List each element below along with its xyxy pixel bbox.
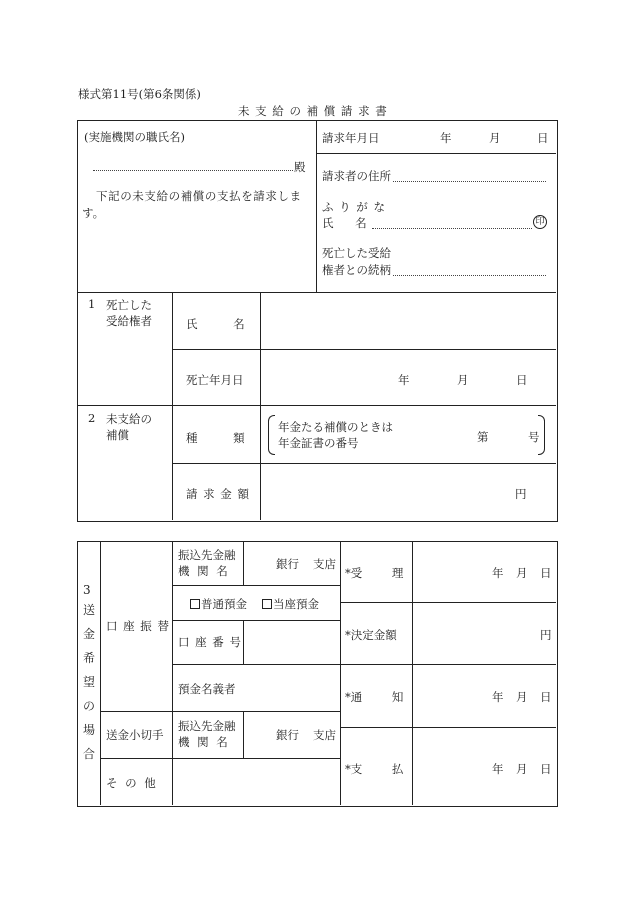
request-date-label: 請求年月日 [322,131,380,145]
col-divider [243,620,244,664]
vertical-char: 希 [82,651,95,665]
section2-heading-cont: 補償 [106,428,129,442]
compensation-type-label: 種 類 [186,431,245,445]
month-label: 月 [489,131,501,145]
vertical-char: 望 [82,675,95,689]
death-month: 月 [457,373,469,387]
section-divider [77,292,556,293]
row-divider [172,620,340,621]
received-day: 日 [540,566,552,580]
notice-day: 日 [540,690,552,704]
section3-number: 3 [83,583,91,597]
ordinary-deposit-label: 普通預金 [201,597,247,611]
received-year: 年 [492,566,504,580]
pension-note-cont: 年金証書の番号 [278,436,359,450]
request-text-cont: す。 [82,206,105,220]
col-divider [412,541,413,805]
page-title: 未 支 給 の 補 償 請 求 書 [238,104,388,118]
account-number-label: 口 座 番 号 [178,635,242,649]
section1-heading: 死亡した [106,298,152,312]
col-divider [340,541,341,805]
row-divider [172,664,340,665]
notice-label: *通 知 [345,690,404,704]
address-field[interactable] [393,181,546,182]
section1-heading-cont: 受給権者 [106,314,152,328]
row-divider [172,463,556,464]
claim-amount-label: 請 求 金 額 [186,487,250,501]
payment-day: 日 [540,762,552,776]
section3-vertical-label [82,598,96,766]
section2-heading: 未支給の [106,412,152,426]
col-divider [243,711,244,758]
bank-name-label-cont: 機 関 名 [178,564,230,578]
upper-divider [316,120,317,292]
year-label: 年 [440,131,452,145]
pension-note: 年金たる補償のときは [278,420,393,434]
deceased-name-label: 氏 名 [186,317,245,331]
current-deposit-label: 当座預金 [273,597,319,611]
received-month: 月 [516,566,528,580]
claimant-name-label: 氏 名 [322,216,367,230]
payment-year: 年 [492,762,504,776]
request-text: 下記の未支給の補償の支払を請求しま [96,189,302,203]
relation-field[interactable] [393,275,546,276]
recipient-label: (実施機関の職氏名) [84,130,185,144]
recipient-field[interactable] [93,170,293,171]
bank-name-label: 振込先金融 [178,719,236,733]
bank-label: 銀行 [276,728,299,742]
relation-label: 死亡した受給 [322,246,391,260]
vertical-char: 合 [82,747,95,761]
yen-label: 円 [515,487,527,501]
death-date-label: 死亡年月日 [186,373,244,387]
other-label: そ の 他 [106,776,158,790]
address-label: 請求者の住所 [322,169,391,183]
col-divider [172,292,173,520]
account-transfer-label: 口 座 振 替 [106,619,170,633]
ordinary-deposit-option[interactable] [190,596,247,612]
death-year: 年 [398,373,410,387]
vertical-char: 金 [82,627,95,641]
furigana-label: ふ り が な [322,200,386,214]
bracket-left [268,415,275,455]
account-holder-label: 預金名義者 [178,682,236,696]
row-divider [340,602,556,603]
death-day: 日 [516,373,528,387]
branch-label: 支店 [313,557,336,571]
form-number: 様式第11号(第6条関係) [78,87,201,101]
decided-amount-label: *決定金額 [345,628,397,642]
seal-mark: 印 [533,215,547,229]
row-divider [172,349,556,350]
bank-label: 銀行 [276,557,299,571]
bank-name-label-cont: 機 関 名 [178,735,230,749]
notice-year: 年 [492,690,504,704]
bank-name-label: 振込先金融 [178,548,236,562]
section2-number: 2 [88,411,96,425]
lower-form-table [77,541,558,807]
section-divider [77,405,556,406]
certificate-prefix: 第 [477,430,489,444]
received-label: *受 理 [345,566,404,580]
col-divider [260,292,261,520]
checkbox-icon[interactable] [262,599,272,609]
vertical-char: 場 [82,723,95,737]
payment-label: *支 払 [345,762,404,776]
row-divider [100,711,340,712]
day-label: 日 [537,131,549,145]
notice-month: 月 [516,690,528,704]
row-divider [100,758,340,759]
row-divider [340,664,556,665]
vertical-char: 送 [82,603,95,617]
section1-number: 1 [88,297,96,311]
certificate-suffix: 号 [528,430,540,444]
relation-label-cont: 権者との続柄 [322,263,391,277]
honorific: 殿 [294,160,306,174]
col-divider [100,541,101,805]
branch-label: 支店 [313,728,336,742]
row-divider [340,727,556,728]
date-row-divider [316,153,556,154]
row-divider [172,585,340,586]
col-divider [243,541,244,585]
col-divider [172,541,173,805]
vertical-char: の [82,699,95,713]
current-deposit-option[interactable] [262,596,319,612]
check-label: 送金小切手 [106,728,164,742]
payment-month: 月 [516,762,528,776]
claimant-name-field[interactable] [372,228,532,229]
checkbox-icon[interactable] [190,599,200,609]
decided-yen: 円 [540,628,552,642]
